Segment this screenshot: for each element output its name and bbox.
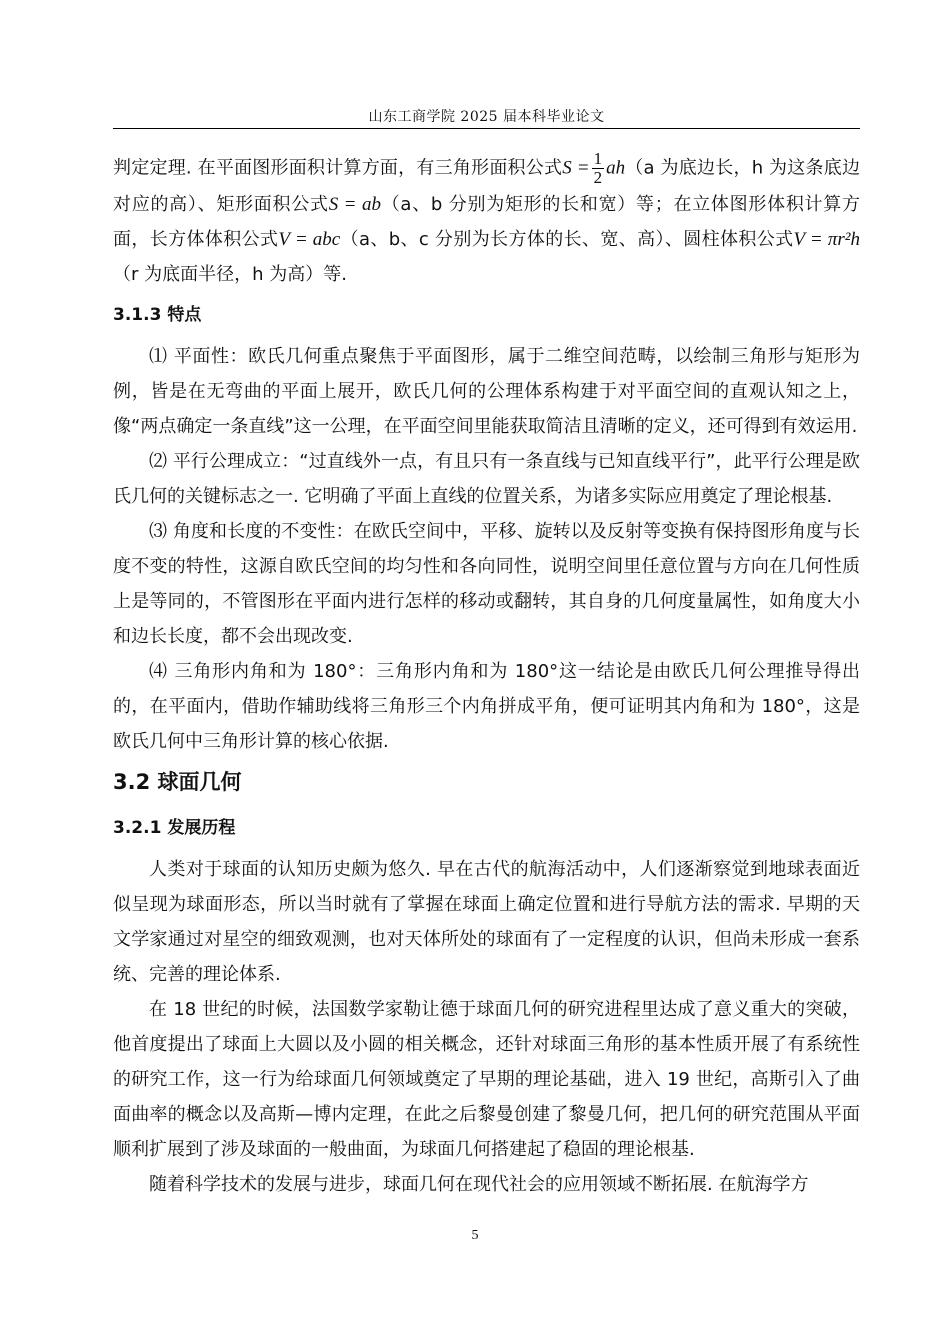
running-header: 山东工商学院 2025 届本科毕业论文 (368, 109, 605, 125)
list-item: ⑴ 平面性：欧氏几何重点聚焦于平面图形，属于二维空间范畴，以绘制三角形与矩形为例，皆是在无弯曲的平面上展开，欧氏几何的公理体系构建于对平面空间的直观认知之上，像“两点确定一条直线”这一公理，在平面空间里能获取简洁且清晰的定义，还可得到有效运用. (113, 346, 860, 437)
paragraph: 随着科学技术的发展与进步，球面几何在现代社会的应用领域不断拓展. 在航海学方 (149, 1174, 809, 1195)
list-item: ⑶ 角度和长度的不变性：在欧氏空间中，平移、旋转以及反射等变换有保持图形角度与长度不变的特性，这源自欧氏空间的均匀性和各向同性，说明空间里任意位置与方向在几何性质上是等同的，不管图形在平面内进行怎样的移动或翻转，其自身的几何度量属性，如角度大小和边长长度，都不会出现改变. (113, 521, 860, 647)
subsection-heading-3-2-1: 3.2.1 发展历程 (113, 818, 236, 838)
header-rule (113, 128, 860, 129)
text-run: （a 为底边长，h 为这条底边对应的高）、矩形面积公式 (113, 157, 860, 215)
formula-triangle-rhs: ah (606, 157, 626, 179)
formula-rectangle: S = ab (328, 194, 381, 215)
section-heading-3-2: 3.2 球面几何 (113, 770, 242, 794)
formula-cylinder: V = πr²h (793, 229, 860, 250)
fraction-denominator: 2 (593, 168, 603, 187)
text-run: （r 为底面半径，h 为高）等. (113, 264, 347, 285)
text-run: （a、b 分别为矩形的长和宽）等；在立体图形体积计算方面，长方体体积公式 (113, 194, 860, 250)
list-item: ⑵ 平行公理成立：“过直线外一点，有且只有一条直线与已知直线平行”，此平行公理是欧氏几何的关键标志之一. 它明确了平面上直线的位置关系，为诸多实际应用奠定了理论根基. (113, 451, 860, 507)
subsection-heading-3-1-3: 3.1.3 特点 (113, 305, 202, 325)
fraction-one-half (592, 150, 605, 187)
formula-triangle-lhs: S = (562, 157, 590, 179)
paragraph: 人类对于球面的认知历史颇为悠久. 早在古代的航海活动中，人们逐渐察觉到地球表面近似呈现为球面形态，所以当时就有了掌握在球面上确定位置和进行导航方法的需求. 早期的天文学家通过对星空的细致观测，也对天体所处的球面有了一定程度的认识，但尚未形成一套系统、完善的理论体系. (113, 859, 860, 985)
paragraph: 在 18 世纪的时候，法国数学家勒让德于球面几何的研究进程里达成了意义重大的突破，他首度提出了球面上大圆以及小圆的相关概念，还针对球面三角形的基本性质开展了有系统性的研究工作，这一行为给球面几何领域奠定了早期的理论基础，进入 19 世纪，高斯引入了曲面曲率的概念以及高斯—博内定理，在此之后黎曼创建了黎曼几何，把几何的研究范围从平面顺利扩展到了涉及球面的一般曲面，为球面几何搭建起了稳固的理论根基. (113, 999, 860, 1160)
text-run: 判定定理. 在平面图形面积计算方面，有三角形面积公式 (113, 157, 563, 179)
list-item: ⑷ 三角形内角和为 180°：三角形内角和为 180°这一结论是由欧氏几何公理推导得出的，在平面内，借助作辅助线将三角形三个内角拼成平角，便可证明其内角和为 180°，这是欧氏几何中三角形计算的核心依据. (113, 661, 860, 752)
text-run: （a、b、c 分别为长方体的长、宽、高）、圆柱体积公式 (340, 229, 794, 250)
paragraph-formulas (113, 150, 860, 292)
body-content (113, 150, 860, 1202)
page-number: 5 (471, 1228, 479, 1243)
fraction-numerator: 1 (593, 149, 603, 168)
formula-cuboid: V = abc (278, 229, 341, 250)
